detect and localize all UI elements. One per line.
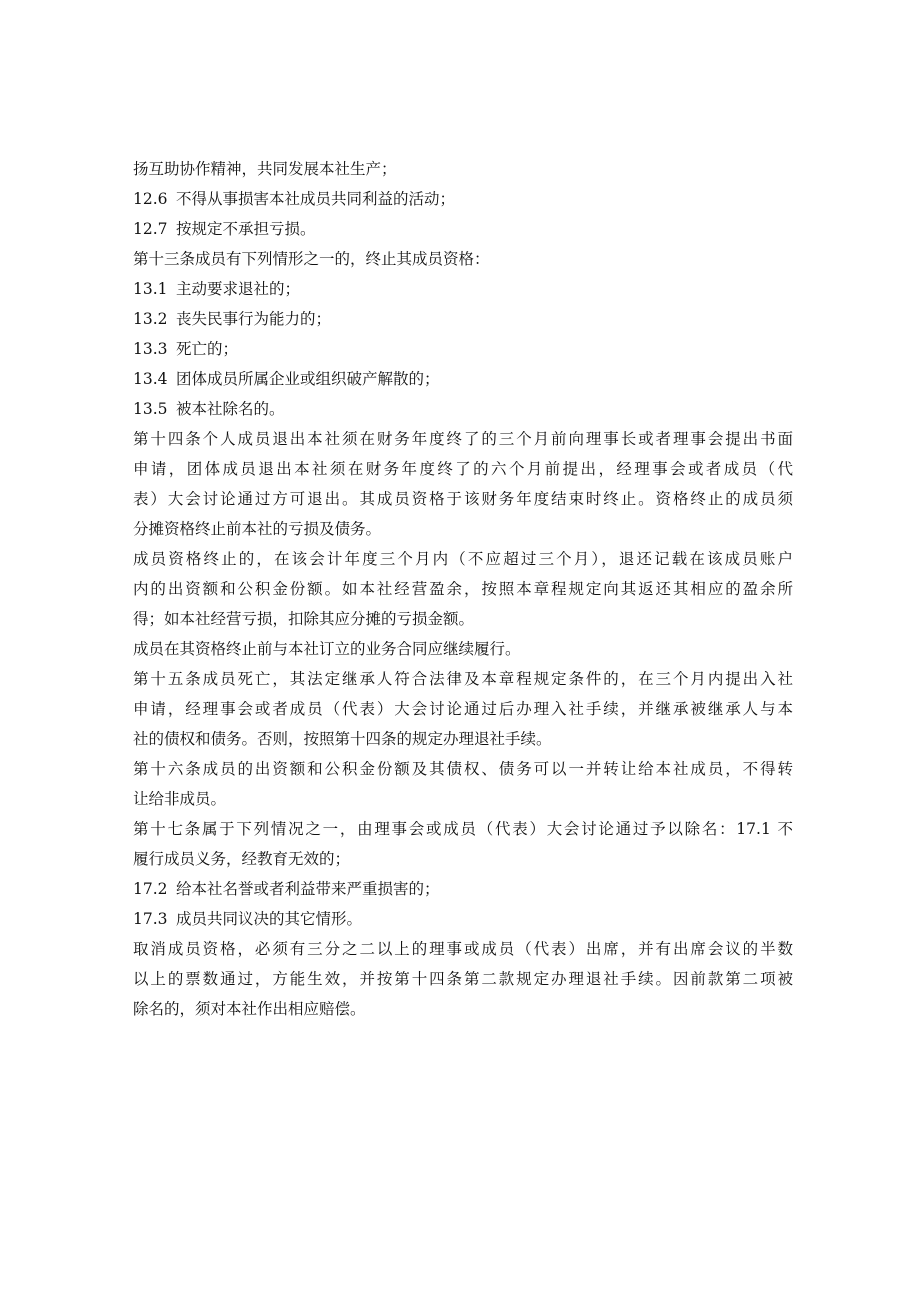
article-14-line: 表）大会讨论通过方可退出。其成员资格于该财务年度结束时终止。资格终止的成员须 xyxy=(133,490,793,508)
clause-13-4 xyxy=(133,364,793,394)
clause-number: 13.2 xyxy=(133,310,168,328)
article-13-heading: 第十三条成员有下列情形之一的，终止其成员资格： xyxy=(133,250,490,268)
clause-13-2 xyxy=(133,304,793,334)
text-line: 扬互助协作精神，共同发展本社生产； xyxy=(133,160,397,178)
termination-refund-line: 成员资格终止的，在该会计年度三个月内（不应超过三个月），退还记载在该成员账户 xyxy=(133,550,793,568)
article-14-line: 第十四条个人成员退出本社须在财务年度终了的三个月前向理事长或者理事会提出书面 xyxy=(133,430,793,448)
article-14-line: 分摊资格终止前本社的亏损及债务。 xyxy=(133,520,382,538)
termination-refund-line: 得；如本社经营亏损，扣除其应分摊的亏损金额。 xyxy=(133,610,475,628)
clause-number: 13.3 xyxy=(133,340,168,358)
revocation-line: 取消成员资格，必须有三分之二以上的理事或成员（代表）出席，并有出席会议的半数 xyxy=(133,940,793,958)
clause-text: 被本社除名的。 xyxy=(176,400,285,418)
clause-12-7 xyxy=(133,214,793,244)
document-body xyxy=(133,154,793,1024)
clause-text: 按规定不承担亏损。 xyxy=(176,220,316,238)
clause-text: 团体成员所属企业或组织破产解散的； xyxy=(176,370,440,388)
clause-17-3 xyxy=(133,904,793,934)
clause-17-2 xyxy=(133,874,793,904)
article-17-line: 履行成员义务，经教育无效的； xyxy=(133,850,351,868)
clause-number: 13.4 xyxy=(133,370,168,388)
article-15-line: 第十五条成员死亡，其法定继承人符合法律及本章程规定条件的，在三个月内提出入社 xyxy=(133,670,793,688)
article-14-line: 申请，团体成员退出本社须在财务年度终了的六个月前提出，经理事会或者成员（代 xyxy=(133,460,793,478)
termination-refund-line: 内的出资额和公积金份额。如本社经营盈余，按照本章程规定向其返还其相应的盈余所 xyxy=(133,580,793,598)
article-16-line: 让给非成员。 xyxy=(133,790,227,808)
clause-number: 12.6 xyxy=(133,190,168,208)
clause-number: 17.2 xyxy=(133,880,168,898)
clause-number: 13.1 xyxy=(133,280,168,298)
clause-text: 成员共同议决的其它情形。 xyxy=(176,910,363,928)
clause-13-3 xyxy=(133,334,793,364)
revocation-line: 除名的，须对本社作出相应赔偿。 xyxy=(133,1000,366,1018)
clause-number: 12.7 xyxy=(133,220,168,238)
clause-12-6 xyxy=(133,184,793,214)
article-15-line: 申请，经理事会或者成员（代表）大会讨论通过后办理入社手续，并继承被继承人与本 xyxy=(133,700,793,718)
clause-number: 13.5 xyxy=(133,400,168,418)
clause-text: 不得从事损害本社成员共同利益的活动； xyxy=(176,190,456,208)
clause-text: 丧失民事行为能力的； xyxy=(176,310,332,328)
contract-continuation-line: 成员在其资格终止前与本社订立的业务合同应继续履行。 xyxy=(133,640,521,658)
clause-13-5 xyxy=(133,394,793,424)
revocation-line: 以上的票数通过，方能生效，并按第十四条第二款规定办理退社手续。因前款第二项被 xyxy=(133,970,793,988)
clause-number: 17.3 xyxy=(133,910,168,928)
clause-text: 给本社名誉或者利益带来严重损害的； xyxy=(176,880,440,898)
article-16-line: 第十六条成员的出资额和公积金份额及其债权、债务可以一并转让给本社成员，不得转 xyxy=(133,760,793,778)
clause-text: 死亡的； xyxy=(176,340,239,358)
clause-13-1 xyxy=(133,274,793,304)
article-15-line: 社的债权和债务。否则，按照第十四条的规定办理退社手续。 xyxy=(133,730,552,748)
clause-text: 主动要求退社的； xyxy=(176,280,301,298)
article-17-line: 第十七条属于下列情况之一，由理事会或成员（代表）大会讨论通过予以除名：17.1 不 xyxy=(133,820,793,838)
